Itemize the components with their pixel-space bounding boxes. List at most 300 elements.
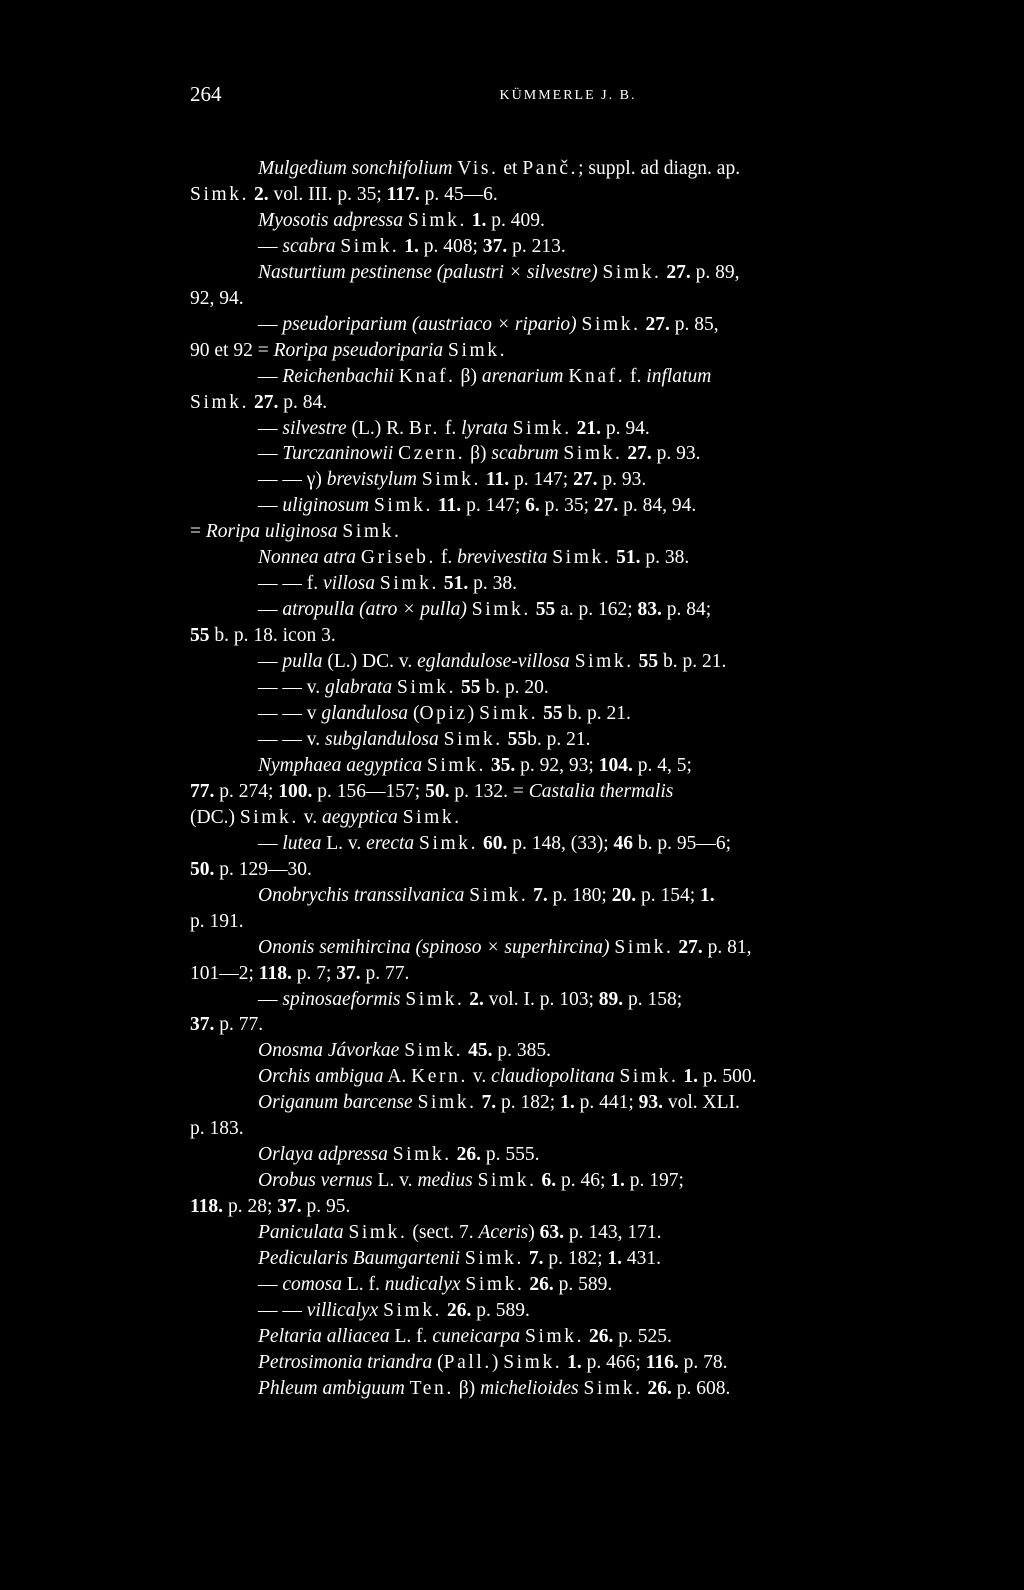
entry-text: — bbox=[258, 235, 283, 257]
volume-number: 6. bbox=[541, 1170, 557, 1192]
entry-line bbox=[190, 364, 946, 390]
entry-line bbox=[190, 1168, 946, 1194]
index-entry bbox=[190, 208, 946, 234]
entry-line bbox=[190, 182, 946, 208]
volume-number: 11. bbox=[437, 495, 462, 517]
entry-text: p. 385. bbox=[492, 1040, 552, 1062]
taxon-name: medius bbox=[417, 1170, 473, 1192]
volume-number: 27. bbox=[627, 443, 652, 465]
author-name: Br. bbox=[408, 417, 441, 439]
entry-line bbox=[190, 935, 946, 961]
entry-line bbox=[190, 623, 946, 649]
index-entry bbox=[190, 416, 946, 442]
entry-text: — — γ) bbox=[258, 469, 327, 491]
entry-text: ) bbox=[467, 703, 480, 725]
entry-text: — — v bbox=[258, 703, 322, 725]
taxon-name: nudicalyx bbox=[384, 1273, 461, 1295]
author-name: Simk. bbox=[465, 1273, 525, 1295]
entry-line bbox=[190, 1376, 946, 1402]
entry-text: β) bbox=[453, 1377, 481, 1399]
taxon-name: Aceris bbox=[478, 1222, 529, 1244]
page-header bbox=[190, 80, 946, 110]
entry-text: ) bbox=[528, 1222, 540, 1244]
entry-line bbox=[190, 234, 946, 260]
entry-text: p. 93. bbox=[651, 443, 701, 465]
volume-number: 26. bbox=[529, 1273, 554, 1295]
volume-number: 1. bbox=[700, 884, 715, 906]
author-name: Simk. bbox=[471, 599, 531, 621]
author-name: Simk. bbox=[419, 832, 479, 854]
entry-text: — bbox=[258, 443, 283, 465]
entry-text: p. 147; bbox=[461, 495, 526, 517]
author-name: Pall. bbox=[443, 1351, 492, 1373]
entry-line bbox=[190, 1298, 946, 1324]
volume-number: 35. bbox=[490, 754, 516, 776]
author-name: Simk. bbox=[348, 1222, 408, 1244]
volume-number: 55 bbox=[507, 728, 528, 750]
volume-number: 55 bbox=[460, 677, 481, 699]
entry-line bbox=[190, 1220, 946, 1246]
entry-text: p. 77. bbox=[214, 1014, 264, 1036]
index-entry bbox=[190, 493, 946, 545]
volume-number: 51. bbox=[616, 547, 641, 569]
entry-line bbox=[190, 649, 946, 675]
index-entry bbox=[190, 1246, 946, 1272]
volume-number: 77. bbox=[190, 780, 215, 802]
entry-text: — — f. bbox=[258, 573, 323, 595]
entry-line bbox=[190, 416, 946, 442]
taxon-name: claudiopolitana bbox=[491, 1066, 615, 1088]
index-entry bbox=[190, 1324, 946, 1350]
index-entry bbox=[190, 312, 946, 364]
author-name: Simk. bbox=[443, 728, 503, 750]
taxon-name: Phleum ambiguum bbox=[258, 1377, 405, 1399]
entry-text: ( bbox=[432, 1351, 444, 1373]
taxon-name: Orlaya adpressa bbox=[258, 1144, 388, 1166]
entry-text: f. bbox=[440, 417, 462, 439]
taxon-name: subglandulosa bbox=[324, 728, 439, 750]
entry-text: p. 197; bbox=[624, 1170, 684, 1192]
taxon-name: Orchis ambigua bbox=[258, 1066, 384, 1088]
entry-text: vol. XLI. bbox=[663, 1092, 740, 1114]
volume-number: 1. bbox=[610, 1170, 625, 1192]
index-entry bbox=[190, 727, 946, 753]
entry-line bbox=[190, 1142, 946, 1168]
entry-text: 101—2; bbox=[190, 962, 259, 984]
entry-text: — bbox=[258, 651, 283, 673]
entry-text: p. 213. bbox=[507, 235, 566, 257]
index-entry bbox=[190, 234, 946, 260]
taxon-name: eglandulose-villosa bbox=[417, 651, 570, 673]
author-name: Simk. bbox=[602, 261, 662, 283]
entry-line bbox=[190, 1324, 946, 1350]
entry-text: β) bbox=[465, 443, 492, 465]
author-name: Vis. bbox=[457, 158, 499, 179]
entry-text: v. bbox=[467, 1066, 492, 1088]
entry-text: p. 38. bbox=[640, 547, 690, 569]
page-number: 264 bbox=[190, 82, 222, 106]
author-name: Simk. bbox=[552, 547, 612, 569]
taxon-name: comosa bbox=[282, 1273, 342, 1295]
entry-text: f. bbox=[435, 547, 458, 569]
entry-text: p. 191. bbox=[190, 910, 244, 932]
volume-number: 7. bbox=[533, 884, 548, 906]
entry-text: L. f. bbox=[389, 1325, 433, 1347]
author-name: Simk. bbox=[512, 417, 572, 439]
entry-text: p. 589. bbox=[553, 1273, 613, 1295]
entry-text: — bbox=[258, 365, 283, 387]
author-name: Simk. bbox=[405, 988, 465, 1010]
entry-text: β) bbox=[455, 365, 482, 387]
entry-line bbox=[190, 1012, 946, 1038]
taxon-name: Castalia thermalis bbox=[528, 780, 674, 802]
entry-text: p. 154; bbox=[636, 884, 701, 906]
entry-text: p. 95. bbox=[301, 1196, 351, 1218]
taxon-name: pseudoriparium (austriaco × ripario) bbox=[282, 313, 577, 335]
entry-line bbox=[190, 208, 946, 234]
volume-number: 1. bbox=[683, 1066, 699, 1088]
taxon-name: arenarium bbox=[481, 365, 564, 387]
index-entries bbox=[190, 156, 946, 1402]
author-name: Simk. bbox=[379, 573, 439, 595]
entry-line bbox=[190, 597, 946, 623]
entry-text: a. p. 162; bbox=[555, 599, 638, 621]
entry-line bbox=[190, 961, 946, 987]
entry-line bbox=[190, 545, 946, 571]
entry-text: ; suppl. ad diagn. ap. bbox=[578, 158, 741, 179]
entry-text: p. 77. bbox=[360, 962, 410, 984]
taxon-name: lyrata bbox=[461, 417, 508, 439]
entry-text: p. 274; bbox=[214, 780, 279, 802]
index-entry bbox=[190, 571, 946, 597]
volume-number: 46 bbox=[613, 832, 633, 854]
entry-text: p. 35; bbox=[539, 495, 594, 517]
author-name: Simk. bbox=[392, 1144, 452, 1166]
volume-number: 1. bbox=[471, 209, 487, 231]
entry-text: p. 4, 5; bbox=[632, 754, 692, 776]
taxon-name: brevistylum bbox=[326, 469, 418, 491]
entry-text: = bbox=[190, 521, 206, 543]
author-name: Simk. bbox=[503, 1351, 563, 1373]
volume-number: 51. bbox=[443, 573, 469, 595]
entry-text: b. p. 95—6; bbox=[633, 832, 732, 854]
entry-line bbox=[190, 493, 946, 519]
volume-number: 50. bbox=[425, 780, 450, 802]
taxon-name: pulla bbox=[282, 651, 323, 673]
index-entry bbox=[190, 1090, 946, 1142]
entry-text: p. 46; bbox=[556, 1170, 611, 1192]
volume-number: 37. bbox=[277, 1196, 302, 1218]
index-entry bbox=[190, 1272, 946, 1298]
entry-text: ( bbox=[408, 703, 420, 725]
entry-text: p. 28; bbox=[223, 1196, 278, 1218]
author-name: Simk. bbox=[426, 754, 487, 776]
author-name: Panč. bbox=[522, 158, 579, 179]
taxon-name: silvestre bbox=[282, 417, 347, 439]
taxon-name: uliginosum bbox=[282, 495, 370, 517]
volume-number: 11. bbox=[485, 469, 510, 491]
author-name: Simk. bbox=[583, 1377, 643, 1399]
entry-text: p. 38. bbox=[468, 573, 517, 595]
index-entry bbox=[190, 364, 946, 416]
entry-text: — bbox=[258, 832, 283, 854]
entry-line bbox=[190, 753, 946, 779]
entry-text: (L.) R. bbox=[346, 417, 409, 439]
entry-line bbox=[190, 909, 946, 935]
entry-text: b. p. 20. bbox=[480, 677, 549, 699]
entry-line bbox=[190, 156, 946, 182]
entry-line bbox=[190, 571, 946, 597]
volume-number: 118. bbox=[258, 962, 292, 984]
index-entry bbox=[190, 649, 946, 675]
index-entry bbox=[190, 441, 946, 467]
index-entry bbox=[190, 1168, 946, 1220]
volume-number: 1. bbox=[607, 1248, 623, 1270]
taxon-name: Reichenbachii bbox=[282, 365, 394, 387]
entry-text: b. p. 21. bbox=[658, 651, 727, 673]
author-name: Simk. bbox=[581, 313, 641, 335]
taxon-name: Mulgedium sonchifolium bbox=[258, 158, 453, 179]
entry-text: — bbox=[258, 1273, 283, 1295]
entry-text: p. 143, 171. bbox=[564, 1222, 662, 1244]
entry-line bbox=[190, 519, 946, 545]
entry-text: p. 182; bbox=[496, 1092, 561, 1114]
volume-number: 7. bbox=[481, 1092, 497, 1114]
entry-text: 92, 94. bbox=[190, 287, 244, 309]
taxon-name: Myosotis adpressa bbox=[258, 209, 403, 231]
author-name: Simk. bbox=[397, 677, 457, 699]
entry-text: — bbox=[258, 313, 283, 335]
author-name: Simk. bbox=[614, 936, 674, 958]
volume-number: 26. bbox=[647, 1377, 672, 1399]
taxon-name: glabrata bbox=[324, 677, 393, 699]
volume-number: 27. bbox=[678, 936, 703, 958]
entry-text: 431. bbox=[622, 1248, 662, 1270]
entry-text: p. 608. bbox=[671, 1377, 731, 1399]
entry-text: — bbox=[258, 495, 283, 517]
entry-line bbox=[190, 467, 946, 493]
entry-text: p. 156—157; bbox=[312, 780, 426, 802]
author-name: Ten. bbox=[409, 1377, 454, 1399]
author-name: Simk. bbox=[190, 391, 250, 413]
author-name: Simk. bbox=[402, 806, 462, 828]
index-entry bbox=[190, 1298, 946, 1324]
index-entry bbox=[190, 831, 946, 883]
entry-text: ) bbox=[491, 1351, 504, 1373]
entry-text: p. 441; bbox=[574, 1092, 639, 1114]
volume-number: 1. bbox=[404, 235, 419, 257]
volume-number: 89. bbox=[598, 988, 624, 1010]
volume-number: 37. bbox=[336, 962, 361, 984]
taxon-name: Roripa pseudoriparia bbox=[273, 339, 444, 361]
volume-number: 116. bbox=[645, 1351, 679, 1373]
taxon-name: scabrum bbox=[491, 443, 559, 465]
entry-text: p. 555. bbox=[481, 1144, 540, 1166]
taxon-name: villicalyx bbox=[306, 1299, 379, 1321]
taxon-name: aegyptica bbox=[322, 806, 398, 828]
author-name: Simk. bbox=[421, 469, 481, 491]
author-name: Simk. bbox=[342, 521, 402, 543]
entry-line bbox=[190, 779, 946, 805]
taxon-name: Petrosimonia triandra bbox=[258, 1351, 433, 1373]
entry-text: f. bbox=[625, 365, 647, 387]
entry-text: p. 525. bbox=[613, 1325, 672, 1347]
entry-text: b. p. 21. bbox=[562, 703, 631, 725]
volume-number: 27. bbox=[593, 495, 619, 517]
entry-text: p. 183. bbox=[190, 1118, 244, 1140]
entry-text: — — v. bbox=[258, 728, 325, 750]
volume-number: 100. bbox=[278, 780, 313, 802]
index-entry bbox=[190, 156, 946, 208]
volume-number: 60. bbox=[482, 832, 508, 854]
author-name: Simk. bbox=[239, 806, 299, 828]
author-name: Simk. bbox=[417, 1092, 477, 1114]
taxon-name: atropulla (atro × pulla) bbox=[282, 599, 467, 621]
entry-text: — — bbox=[258, 1299, 307, 1321]
entry-text: p. 129—30. bbox=[214, 858, 312, 880]
index-entry bbox=[190, 260, 946, 312]
entry-line bbox=[190, 441, 946, 467]
index-entry bbox=[190, 675, 946, 701]
entry-text: p. 78. bbox=[678, 1351, 728, 1373]
author-name: Simk. bbox=[190, 183, 250, 205]
volume-number: 2. bbox=[253, 183, 269, 205]
entry-line bbox=[190, 831, 946, 857]
entry-text: p. 466; bbox=[581, 1351, 646, 1373]
author-name: Simk. bbox=[479, 703, 539, 725]
entry-text: 90 et 92 = bbox=[190, 339, 274, 361]
taxon-name: Roripa uliginosa bbox=[205, 521, 338, 543]
entry-text: p. 409. bbox=[486, 209, 545, 231]
entry-text: b. p. 18. icon 3. bbox=[209, 625, 336, 647]
taxon-name: cuneicarpa bbox=[432, 1325, 521, 1347]
author-name: Simk. bbox=[404, 1040, 464, 1062]
volume-number: 27. bbox=[573, 469, 598, 491]
entry-text: (sect. 7. bbox=[407, 1222, 479, 1244]
volume-number: 7. bbox=[528, 1248, 544, 1270]
index-entry bbox=[190, 1038, 946, 1064]
entry-text: p. 147; bbox=[509, 469, 574, 491]
index-entry bbox=[190, 1350, 946, 1376]
volume-number: 50. bbox=[190, 858, 215, 880]
author-name: Simk. bbox=[619, 1066, 679, 1088]
entry-line bbox=[190, 857, 946, 883]
volume-number: 27. bbox=[666, 261, 691, 283]
entry-text: p. 182; bbox=[543, 1248, 608, 1270]
taxon-name: villosa bbox=[323, 573, 375, 595]
volume-number: 45. bbox=[468, 1040, 493, 1062]
volume-number: 26. bbox=[588, 1325, 614, 1347]
taxon-name: michelioides bbox=[480, 1377, 579, 1399]
entry-line bbox=[190, 1194, 946, 1220]
entry-text: p. 158; bbox=[623, 988, 683, 1010]
volume-number: 104. bbox=[598, 754, 633, 776]
author-name: Simk. bbox=[340, 235, 400, 257]
volume-number: 55 bbox=[190, 625, 210, 647]
entry-text: p. 408; bbox=[418, 235, 483, 257]
volume-number: 37. bbox=[190, 1014, 215, 1036]
taxon-name: glandulosa bbox=[321, 703, 409, 725]
index-entry bbox=[190, 1142, 946, 1168]
entry-line bbox=[190, 286, 946, 312]
index-entry bbox=[190, 1064, 946, 1090]
taxon-name: inflatum bbox=[646, 365, 712, 387]
index-entry bbox=[190, 883, 946, 935]
taxon-name: lutea bbox=[282, 832, 322, 854]
entry-text: (L.) DC. v. bbox=[322, 651, 418, 673]
author-name: Simk. bbox=[407, 209, 467, 231]
volume-number: 117. bbox=[386, 183, 420, 205]
entry-text: p. 92, 93; bbox=[515, 754, 599, 776]
volume-number: 20. bbox=[611, 884, 637, 906]
entry-text: — bbox=[258, 417, 283, 439]
entry-line bbox=[190, 312, 946, 338]
volume-number: 2. bbox=[469, 988, 484, 1010]
taxon-name: Origanum barcense bbox=[258, 1092, 413, 1114]
volume-number: 63. bbox=[539, 1222, 565, 1244]
index-entry bbox=[190, 987, 946, 1039]
entry-line bbox=[190, 1064, 946, 1090]
author-name: Simk. bbox=[383, 1299, 443, 1321]
entry-line bbox=[190, 1090, 946, 1116]
entry-text: L. f. bbox=[341, 1273, 385, 1295]
index-entry bbox=[190, 701, 946, 727]
entry-text: p. 132. = bbox=[449, 780, 529, 802]
entry-text: p. 84; bbox=[661, 599, 712, 621]
author-name: Simk. bbox=[563, 443, 623, 465]
taxon-name: Pedicularis Baumgartenii bbox=[258, 1248, 461, 1270]
author-name: Simk. bbox=[464, 1248, 524, 1270]
volume-number: 55 bbox=[535, 599, 556, 621]
entry-text: b. p. 21. bbox=[527, 728, 591, 750]
entry-text: v. bbox=[298, 806, 322, 828]
taxon-name: Ononis semihircina (spinoso × superhircina) bbox=[258, 936, 610, 958]
index-entry bbox=[190, 545, 946, 571]
author-name: Knaf. bbox=[398, 365, 456, 387]
index-entry bbox=[190, 467, 946, 493]
entry-text: — — v. bbox=[258, 677, 325, 699]
volume-number: 55 bbox=[543, 703, 563, 725]
volume-number: 83. bbox=[637, 599, 662, 621]
volume-number: 27. bbox=[253, 391, 279, 413]
taxon-name: Nonnea atra bbox=[258, 547, 357, 569]
index-entry bbox=[190, 1376, 946, 1402]
entry-text: — bbox=[258, 988, 283, 1010]
author-name: Simk. bbox=[477, 1170, 537, 1192]
index-entry bbox=[190, 935, 946, 987]
entry-text: p. 7; bbox=[291, 962, 337, 984]
author-name: Simk. bbox=[469, 884, 529, 906]
entry-line bbox=[190, 727, 946, 753]
taxon-name: Nasturtium pestinense (palustri × silvestre) bbox=[258, 261, 598, 283]
entry-text: p. 84. bbox=[278, 391, 328, 413]
taxon-name: brevivestita bbox=[457, 547, 548, 569]
entry-text: p. 180; bbox=[547, 884, 612, 906]
entry-line bbox=[190, 1350, 946, 1376]
entry-text: p. 89, bbox=[690, 261, 740, 283]
taxon-name: scabra bbox=[282, 235, 336, 257]
entry-line bbox=[190, 260, 946, 286]
volume-number: 26. bbox=[456, 1144, 482, 1166]
entry-line bbox=[190, 1246, 946, 1272]
entry-text: et bbox=[498, 158, 523, 179]
entry-line bbox=[190, 987, 946, 1013]
entry-text: p. 93. bbox=[597, 469, 647, 491]
entry-line bbox=[190, 701, 946, 727]
entry-text: — bbox=[258, 599, 283, 621]
entry-line bbox=[190, 1116, 946, 1142]
author-name: Simk. bbox=[373, 495, 433, 517]
